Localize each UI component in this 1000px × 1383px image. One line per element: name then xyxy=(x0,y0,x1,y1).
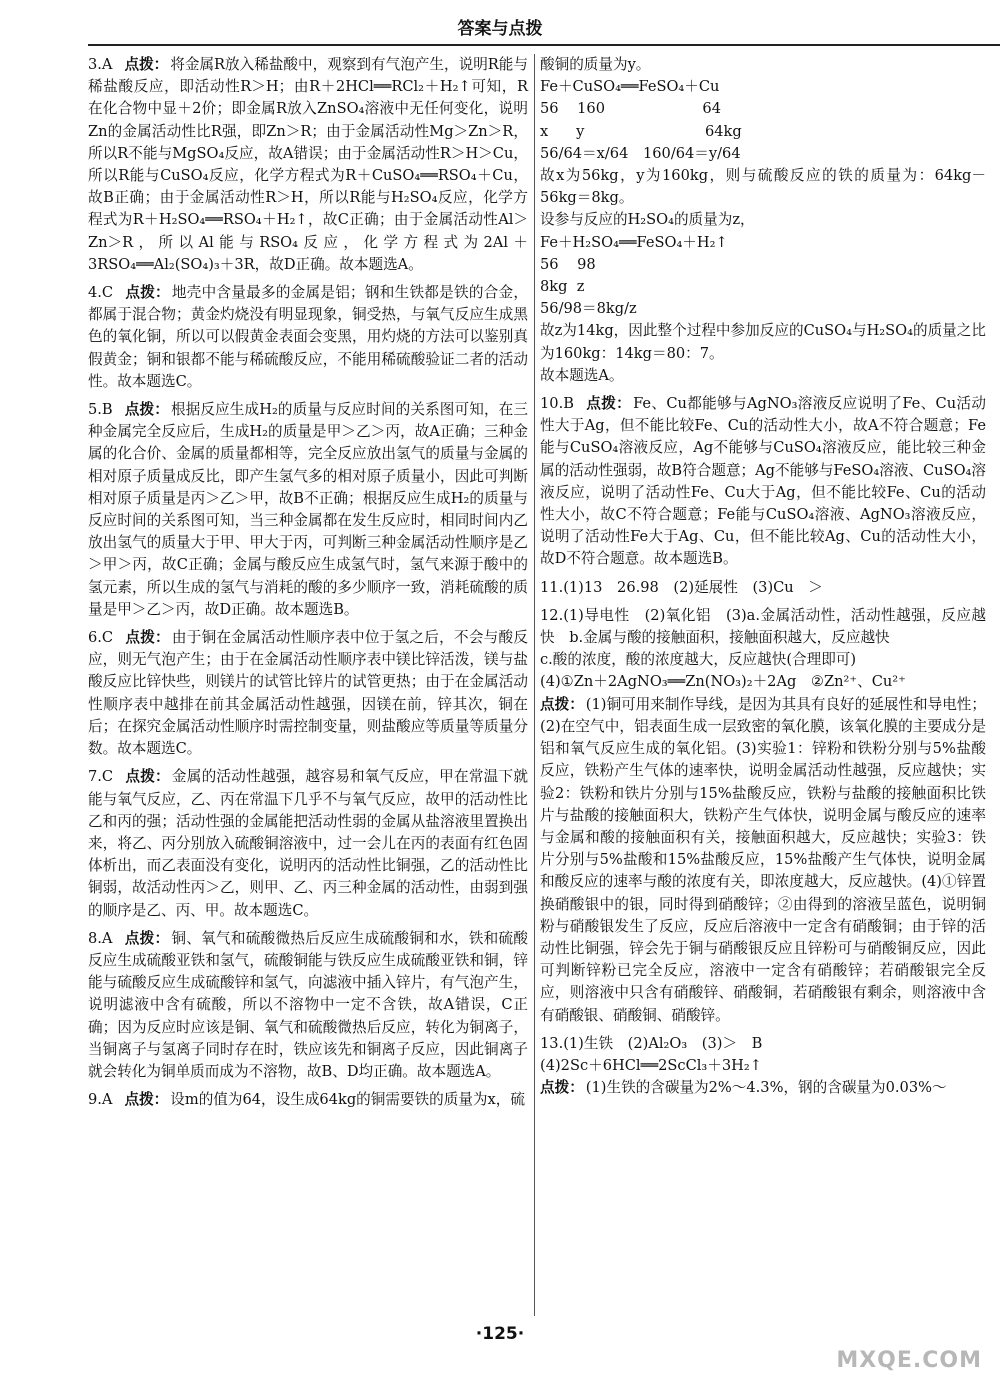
page-number: ·125· xyxy=(475,1324,525,1344)
answer-text: c.酸的浓度，酸的浓度越大，反应越快(合理即可) xyxy=(540,651,857,669)
answer-5 xyxy=(88,399,528,621)
equation: Fe＋CuSO₄══FeSO₄＋Cu xyxy=(540,78,720,96)
answer-text: 地壳中含量最多的金属是铝；钢和生铁都是铁的合金，都属于混合物；黄金灼烧没有明显现象，铜受热，与氧气反应生成黑色的氧化铜，所以可以假黄金表面会变黑，用灼烧的方法可以鉴别真假黄金；铜和银都不能与稀硫酸反应，不能用稀硫酸验证二者的活动性。故本题选C。 xyxy=(88,284,528,390)
answer-number: 7.C xyxy=(88,768,114,786)
hint-label: 点拨： xyxy=(540,1079,584,1097)
answer-text: 金属的活动性越强，越容易和氧气反应，甲在常温下就能与氧气反应，乙、丙在常温下几乎不与氧气反应，故甲的活动性比乙和丙的强；活动性强的金属能把活动性弱的金属从盐溶液里置换出来，将乙、丙分别放入硫酸铜溶液中，过一会儿在丙的表面有红色固体析出，而乙表面没有变化，说明丙的活动性比铜强，乙的活动性比铜弱，故活动性丙＞乙，则甲、乙、丙三种金属的活动性，由弱到强的顺序是乙、丙、甲。故本题选C。 xyxy=(88,768,528,919)
answer-text: (1)生铁的含碳量为2%～4.3%，钢的含碳量为0.03%～ xyxy=(585,1079,947,1097)
equation: Fe＋H₂SO₄══FeSO₄＋H₂↑ xyxy=(540,233,728,251)
answer-number: 9.A xyxy=(88,1091,113,1109)
var: x xyxy=(540,122,549,140)
left-column xyxy=(88,54,528,1117)
answer-text: (1)铜可用来制作导线，是因为其具有良好的延展性和导电性；(2)在空气中，铝表面生成一层致密的氧化膜，该氧化膜的主要成分是铝和氧气反应生成的氧化铝。(3)实验1：锌粉和铁粉分别与5%盐酸反应，铁粉产生气体的速率快，说明金属活动性越强，反应越快；实验2：铁粉和铁片分别与15%盐酸反应，铁粉与盐酸的接触面积比铁片与盐酸的接触面积大，铁粉产生气体快，说明金属与酸反应的速率与金属和酸的接触面积有关，接触面积越大，反应越快；实验3：铁片分别与5%盐酸和15%盐酸反应，15%盐酸产生气体快，说明金属和酸反应的速率与酸的浓度有关，即浓度越大，反应越快。(4)①锌置换硝酸银中的银，同时得到硝酸锌；②由得到的溶液呈蓝色，说明铜粉与硝酸银发生了反应，反应后溶液中一定含有硝酸铜；由于锌的活动性比铜强，锌会先于铜与硝酸银反应且锌粉可与硝酸铜反应，因此可判断锌粉已完全反应，溶液中一定含有硝酸锌；若硝酸银完全反应，则溶液中只含有硝酸锌、硝酸铜，若硝酸银有剩余，则溶液中含有硝酸银、硝酸铜、硝酸锌。 xyxy=(540,695,986,1024)
answer-text: Fe、Cu都能够与AgNO₃溶液反应说明了Fe、Cu活动性大于Ag，但不能比较Fe、Cu的活动性大小，故A不符合题意；Fe能与CuSO₄溶液反应，Ag不能够与CuSO₄溶液反应，能比较三种金属的活动性强弱，故B符合题意；Ag不能够与FeSO₄溶液、CuSO₄溶液反应，说明了活动性Fe、Cu大于Ag，但不能比较Fe、Cu的活动性大小，故C不符合题意；Fe能与CuSO₄溶液、AgNO₃溶液反应，说明了活动性Fe大于Ag、Cu，但不能比较Ag、Cu的活动性大小，故D不符合题意。故本题选B。 xyxy=(540,395,986,568)
answer-text: 将金属R放入稀盐酸中，观察到有气泡产生，说明R能与稀盐酸反应，即活动性R＞H；由R＋2HCl══RCl₂＋H₂↑可知，R在化合物中显＋2价；即金属R放入ZnSO₄溶液中无任何变化，说明Zn的金属活动性比R强，即Zn＞R；由于金属活动性Mg＞Zn＞R，所以R不能与MgSO₄反应，故A错误；由于金属活动性R＞H＞Cu，所以R能与CuSO₄反应，化学方程式为R＋CuSO₄══RSO₄＋Cu，故B正确；由于金属活动性R＞H，所以R能与H₂SO₄反应，化学方程式为R＋H₂SO₄══RSO₄＋H₂↑，故C正确；由于金属活动性Al＞Zn＞R，所以Al能与RSO₄反应，化学方程式为2Al＋3RSO₄══Al₂(SO₄)₃＋3R，故D正确。故本题选A。 xyxy=(88,56,528,273)
answer-number: 8.A xyxy=(88,929,113,947)
ratio: 56/64＝x/64 160/64＝y/64 xyxy=(540,144,741,162)
mass: 64 xyxy=(702,100,721,118)
mass: 56 xyxy=(540,255,559,273)
var: 64kg xyxy=(704,122,742,140)
answer-9-start xyxy=(88,1089,528,1111)
answer-4 xyxy=(88,282,528,393)
hint-label: 点拨： xyxy=(540,695,584,713)
answer-number: 3.A xyxy=(88,56,113,73)
answer-number: 5.B xyxy=(88,401,113,419)
answer-text: (4)①Zn＋2AgNO₃══Zn(NO₃)₂＋2Ag ②Zn²⁺、Cu²⁺ xyxy=(540,673,906,691)
answer-text: 铜、氧气和硫酸微热后反应生成硫酸铜和水，铁和硫酸反应生成硫酸亚铁和氢气，硫酸铜能与铁反应生成硫酸亚铁和铜，锌能与硫酸反应生成硫酸锌和氢气，向滤液中插入锌片，有气泡产生，说明滤液中含有硫酸，所以不溶物中一定不含铁，故A错误，C正确；因为反应时应该是铜、氧气和硫酸微热后反应，转化为铜离子，当铜离子与氢离子同时存在时，铁应该先和铜离子反应，因此铜离子就会转化为铜单质而成为不溶物，故B、D均正确。故本题选A。 xyxy=(88,929,528,1080)
answer-13 xyxy=(540,1033,986,1100)
answer-number: 10.B xyxy=(540,395,574,413)
answer-12 xyxy=(540,605,986,1027)
text-line: 设参与反应的H₂SO₄的质量为z， xyxy=(540,211,755,229)
answer-7 xyxy=(88,766,528,921)
answer-text: 由于铜在金属活动性顺序表中位于氢之后，不会与酸反应，则无气泡产生；由于在金属活动性顺序表中镁比锌活泼，镁与盐酸反应比锌快些，则镁片的试管比锌片的试管更热；由于在金属活动性顺序表中越排在前其金属活动性越强，因镁在前，锌其次，铜在后；在探究金属活动性顺序时需控制变量，则盐酸应等质量等质量分数。故本题选C。 xyxy=(88,629,528,758)
equation-masses xyxy=(540,98,986,120)
page-header-title: 答案与点拨 xyxy=(457,19,543,39)
hint-label: 点拨： xyxy=(124,929,170,947)
hint-label: 点拨： xyxy=(124,1091,169,1109)
hint-label: 点拨： xyxy=(125,284,170,302)
answer-text: 12.(1)导电性 (2)氧化铝 (3)a.金属活动性，活动性越强，反应越快 b.金属与酸的接触面积，接触面积越大，反应越快 xyxy=(540,606,986,647)
hint-label: 点拨： xyxy=(125,629,170,647)
hint-label: 点拨： xyxy=(124,401,169,419)
header-rule xyxy=(88,44,1000,46)
watermark-logo: MXQE.COM xyxy=(836,1348,982,1373)
answer-text: (4)2Sc＋6HCl══2ScCl₃＋3H₂↑ xyxy=(540,1056,762,1074)
equation-vars xyxy=(540,276,986,298)
var: 8kg xyxy=(540,278,568,296)
answer-6 xyxy=(88,627,528,760)
text-line: 故z为14kg，因此整个过程中参加反应的CuSO₄与H₂SO₄的质量之比为160kg：14kg＝80：7。 xyxy=(540,322,986,362)
hint-label: 点拨： xyxy=(125,768,170,786)
right-column xyxy=(540,54,986,1105)
answer-text: 根据反应生成H₂的质量与反应时间的关系图可知，在三种金属完全反应后，生成H₂的质量是甲＞乙＞丙，故A正确；三种金属的化合价、金属的质量都相等，完全反应放出氢气的质量与金属的相对原子质量成反比，即产生氢气多的相对原子质量小，因此可判断相对原子质量是丙＞乙＞甲，故B不正确；根据反应生成H₂的质量与反应时间的关系图可知，当三种金属都在发生反应时，相同时间内乙放出氢气的质量大于甲、甲大于丙，可判断三种金属活动性顺序是乙＞甲＞丙，故C正确；金属与酸反应生成氢气时，氢气来源于酸中的氢元素，所以生成的氢气与消耗的酸的多少顺序一致，消耗硫酸的质量是甲＞乙＞丙，故D正确。故本题选B。 xyxy=(88,401,528,618)
answer-11: 11.(1)13 26.98 (2)延展性 (3)Cu ＞ xyxy=(540,578,823,596)
hint-label: 点拨： xyxy=(585,395,632,413)
answer-number: 6.C xyxy=(88,629,114,647)
equation-vars xyxy=(540,121,986,143)
answer-3 xyxy=(88,54,528,276)
var: z xyxy=(576,278,585,296)
answer-10 xyxy=(540,393,986,571)
equation-masses xyxy=(540,254,986,276)
column-divider xyxy=(534,54,535,1316)
text-line: 故x为56kg，y为160kg，则与硫酸反应的铁的质量为：64kg－56kg＝8kg。 xyxy=(540,167,986,207)
mass: 160 xyxy=(577,100,605,118)
hint-label: 点拨： xyxy=(124,56,169,73)
ratio: 56/98＝8kg/z xyxy=(540,300,637,318)
var: y xyxy=(576,122,585,140)
answer-text: 设m的值为64，设生成64kg的铜需要铁的质量为x，硫 xyxy=(170,1091,525,1109)
answer-text: 13.(1)生铁 (2)Al₂O₃ (3)＞ B xyxy=(540,1034,763,1052)
text-line: 酸铜的质量为y。 xyxy=(540,56,651,73)
answer-8 xyxy=(88,928,528,1083)
answer-9-continued xyxy=(540,54,986,387)
answer-number: 4.C xyxy=(88,284,114,302)
mass: 56 xyxy=(540,100,559,118)
mass: 98 xyxy=(577,255,596,273)
text-line: 故本题选A。 xyxy=(540,366,624,384)
